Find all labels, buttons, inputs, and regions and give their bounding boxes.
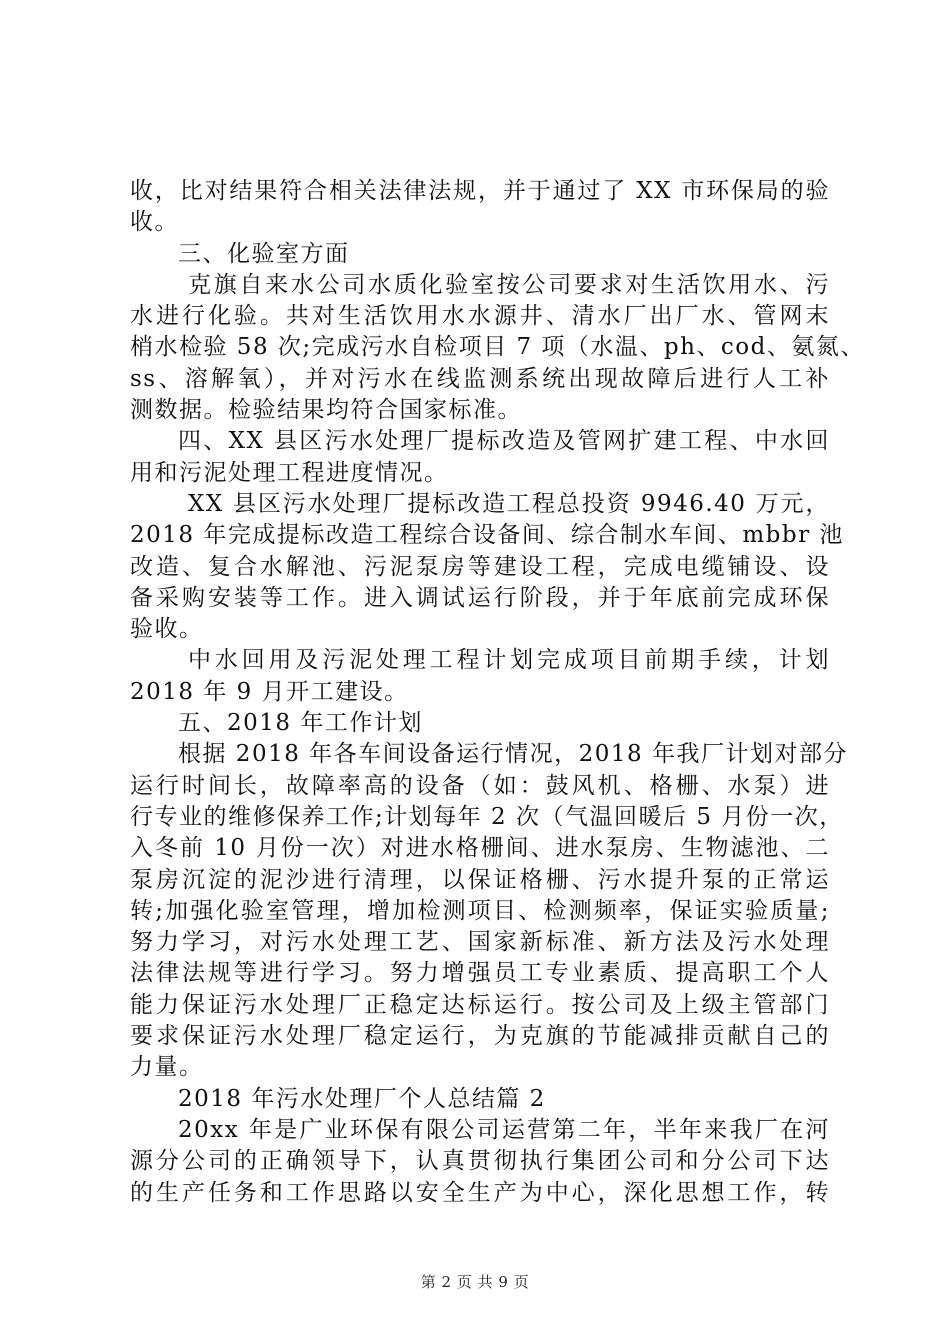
text-line: 法律法规等进行学习。努力增强员工专业素质、提高职工个人: [130, 960, 830, 987]
text-line: 能力保证污水处理厂正稳定达标运行。按公司及上级主管部门: [130, 991, 830, 1018]
text-line: ss、溶解氧），并对污水在线监测系统出现故障后进行人工补: [130, 365, 830, 392]
text-line: 2018 年 9 月开工建设。: [130, 678, 409, 705]
text-line: 的生产任务和工作思路以安全生产为中心，深化思想工作，转: [130, 1179, 830, 1206]
paragraph: [130, 1115, 830, 1209]
text-line: 用和污泥处理工程进度情况。: [130, 459, 449, 486]
text-line: 运行时间长，故障率高的设备（如：鼓风机、格栅、水泵）进: [130, 772, 830, 799]
document-body: [130, 176, 865, 1209]
text-line: 源分公司的正确领导下，认真贯彻执行集团公司和分公司下达: [130, 1148, 830, 1175]
paragraph: [130, 270, 865, 426]
text-line: 收，比对结果符合相关法律法规，并于通过了 XX 市环保局的验: [130, 178, 830, 204]
paragraph: [130, 645, 830, 708]
text-line: 克旗自来水公司水质化验室按公司要求对生活饮用水、污: [188, 271, 830, 298]
paragraph: [130, 176, 830, 239]
paragraph: [130, 489, 844, 645]
text-line: 行专业的维修保养工作;计划每年 2 次（气温回暖后 5 月份一次，: [130, 803, 844, 830]
text-line: 五、2018 年工作计划: [178, 710, 423, 737]
text-line: 入冬前 10 月份一次）对进水格栅间、进水泵房、生物滤池、二: [130, 835, 830, 862]
text-line: 20xx 年是广业环保有限公司运营第二年，半年来我厂在河: [178, 1116, 830, 1143]
text-line: 三、化验室方面: [178, 240, 350, 267]
paragraph: [130, 739, 848, 1083]
text-line: 泵房沉淀的泥沙进行清理，以保证格栅、污水提升泵的正常运: [130, 866, 830, 893]
text-line: 2018 年完成提标改造工程综合设备间、综合制水车间、mbbr 池: [130, 522, 844, 549]
section-heading: [130, 426, 830, 489]
text-line: 验收。: [130, 616, 204, 643]
text-line: XX 县区污水处理厂提标改造工程总投资 9946.40 万元，: [188, 490, 830, 517]
text-line: 根据 2018 年各车间设备运行情况，2018 年我厂计划对部分: [178, 741, 848, 768]
text-line: 转;加强化验室管理，增加检测项目、检测频率，保证实验质量;: [130, 897, 830, 924]
section-heading: [130, 708, 830, 739]
text-line: 努力学习，对污水处理工艺、国家新标准、新方法及污水处理: [130, 929, 830, 956]
text-line: 中水回用及污泥处理工程计划完成项目前期手续，计划: [188, 647, 830, 674]
text-line: 水进行化验。共对生活饮用水水源井、清水厂出厂水、管网末: [130, 303, 830, 330]
text-line: 测数据。检验结果均符合国家标准。: [130, 397, 522, 424]
text-line: 备采购安装等工作。进入调试运行阶段，并于年底前完成环保: [130, 584, 830, 611]
text-line: 梢水检验 58 次;完成污水自检项目 7 项（水温、ph、cod、氨氮、: [130, 334, 865, 361]
text-line: 四、XX 县区污水处理厂提标改造及管网扩建工程、中水回: [178, 428, 830, 455]
section-heading: [130, 239, 830, 270]
section-heading: [130, 1084, 830, 1115]
text-line: 要求保证污水处理厂稳定运行，为克旗的节能减排贡献自己的: [130, 1023, 830, 1050]
text-line: 2018 年污水处理厂个人总结篇 2: [178, 1085, 546, 1112]
page-number-footer: 第 2 页 共 9 页: [420, 1273, 530, 1291]
text-line: 改造、复合水解池、污泥泵房等建设工程，完成电缆铺设、设: [130, 553, 830, 580]
text-line: 力量。: [130, 1054, 204, 1081]
text-line: 收。: [130, 209, 179, 236]
